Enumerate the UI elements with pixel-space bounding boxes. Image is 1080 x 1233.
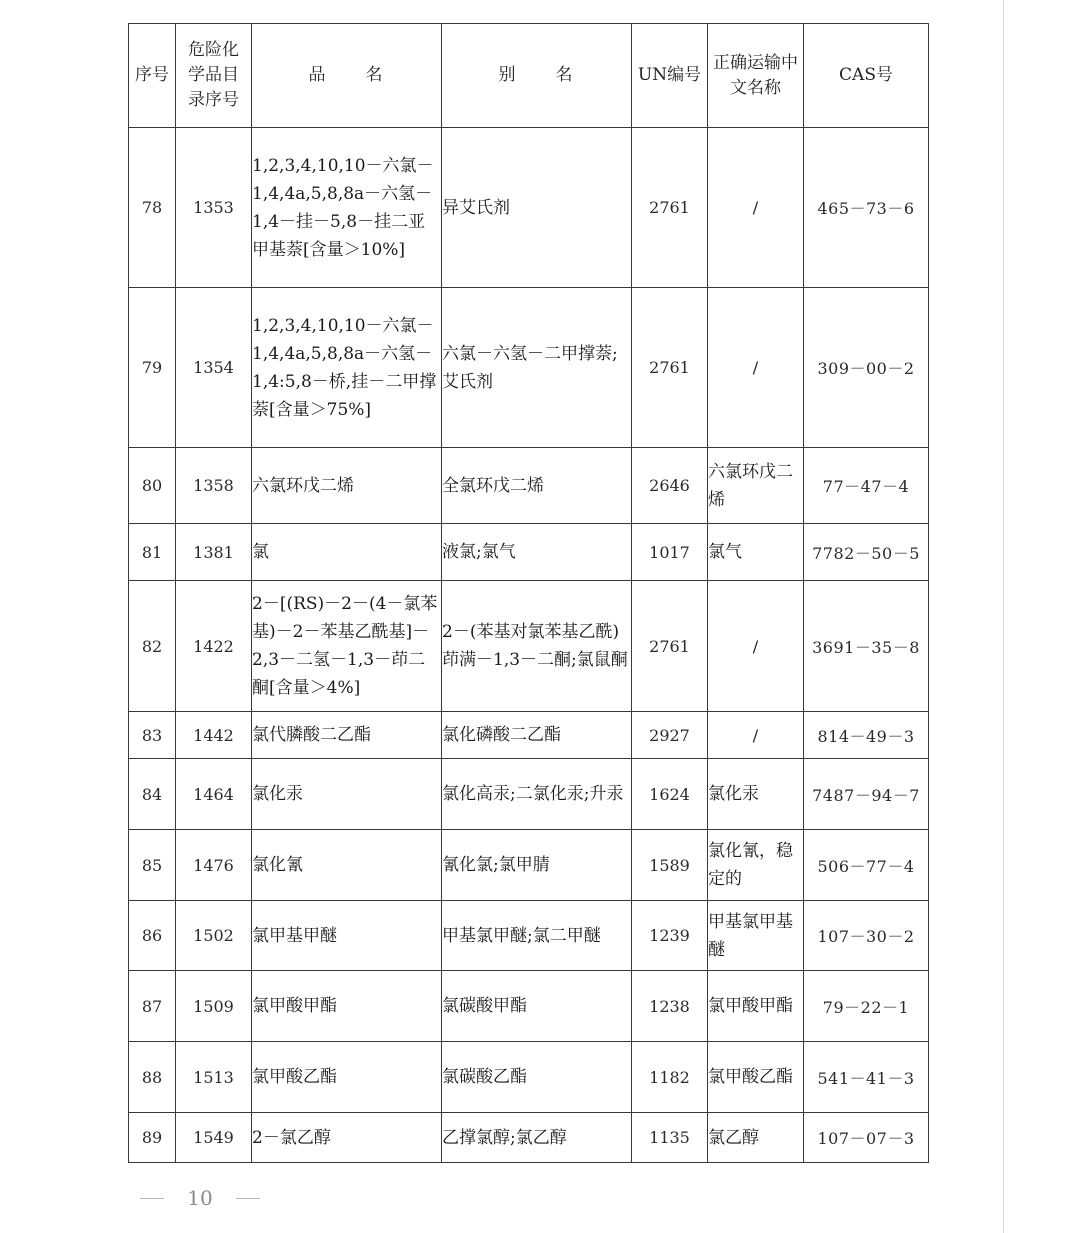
table-row xyxy=(129,901,929,971)
table-header-row xyxy=(129,24,929,128)
cell-alias: 氯碳酸甲酯 xyxy=(442,971,632,1042)
cell-catalog: 1476 xyxy=(176,830,252,901)
cell-cas: 309－00－2 xyxy=(804,288,929,448)
cell-name: 1,2,3,4,10,10－六氯－1,4,4a,5,8,8a－六氢－1,4－挂－5,8－挂二亚甲基萘[含量＞10%] xyxy=(252,128,442,288)
cell-alias: 氯化磷酸二乙酯 xyxy=(442,712,632,759)
cell-un: 2761 xyxy=(632,581,708,712)
cell-cas: 79－22－1 xyxy=(804,971,929,1042)
header-transport-name: 正确运输中文名称 xyxy=(708,24,804,128)
cell-seq: 88 xyxy=(129,1042,176,1113)
cell-seq: 80 xyxy=(129,448,176,524)
cell-name: 氯化汞 xyxy=(252,759,442,830)
table-row xyxy=(129,971,929,1042)
cell-name: 2－氯乙醇 xyxy=(252,1113,442,1163)
cell-un: 1182 xyxy=(632,1042,708,1113)
cell-cas: 107－07－3 xyxy=(804,1113,929,1163)
cell-transport: / xyxy=(708,128,804,288)
cell-seq: 81 xyxy=(129,524,176,581)
table-row xyxy=(129,830,929,901)
table-row xyxy=(129,759,929,830)
hazardous-chemicals-table xyxy=(128,23,929,1163)
footer-dash-left xyxy=(140,1198,164,1199)
cell-catalog: 1354 xyxy=(176,288,252,448)
page-number: 10 xyxy=(187,1186,213,1210)
header-name: 品 名 xyxy=(252,24,442,128)
cell-catalog: 1502 xyxy=(176,901,252,971)
cell-name: 氯化氰 xyxy=(252,830,442,901)
cell-name: 2－[(RS)－2－(4－氯苯基)－2－苯基乙酰基]－2,3－二氢－1,3－茚二酮[含量＞4%] xyxy=(252,581,442,712)
cell-cas: 465－73－6 xyxy=(804,128,929,288)
cell-alias: 异艾氏剂 xyxy=(442,128,632,288)
cell-un: 1238 xyxy=(632,971,708,1042)
cell-transport: / xyxy=(708,712,804,759)
cell-catalog: 1513 xyxy=(176,1042,252,1113)
page-edge-line xyxy=(1003,0,1004,1233)
table-row xyxy=(129,712,929,759)
cell-un: 1017 xyxy=(632,524,708,581)
cell-alias: 液氯;氯气 xyxy=(442,524,632,581)
cell-catalog: 1422 xyxy=(176,581,252,712)
cell-transport: 甲基氯甲基醚 xyxy=(708,901,804,971)
cell-cas: 506－77－4 xyxy=(804,830,929,901)
cell-alias: 全氯环戊二烯 xyxy=(442,448,632,524)
cell-name: 氯代膦酸二乙酯 xyxy=(252,712,442,759)
cell-un: 2646 xyxy=(632,448,708,524)
cell-transport: / xyxy=(708,581,804,712)
cell-cas: 77－47－4 xyxy=(804,448,929,524)
header-alias: 别 名 xyxy=(442,24,632,128)
cell-seq: 78 xyxy=(129,128,176,288)
cell-alias: 氰化氯;氯甲腈 xyxy=(442,830,632,901)
cell-seq: 82 xyxy=(129,581,176,712)
cell-alias: 甲基氯甲醚;氯二甲醚 xyxy=(442,901,632,971)
table-row xyxy=(129,448,929,524)
table-row xyxy=(129,524,929,581)
cell-cas: 541－41－3 xyxy=(804,1042,929,1113)
cell-seq: 86 xyxy=(129,901,176,971)
cell-cas: 814－49－3 xyxy=(804,712,929,759)
cell-name: 1,2,3,4,10,10－六氯－1,4,4a,5,8,8a－六氢－1,4:5,8－桥,挂－二甲撑萘[含量＞75%] xyxy=(252,288,442,448)
header-catalog-number: 危险化学品目录序号 xyxy=(176,24,252,128)
cell-seq: 79 xyxy=(129,288,176,448)
header-seq: 序号 xyxy=(129,24,176,128)
table-row xyxy=(129,1042,929,1113)
cell-catalog: 1442 xyxy=(176,712,252,759)
cell-alias: 2－(苯基对氯苯基乙酰)茚满－1,3－二酮;氯鼠酮 xyxy=(442,581,632,712)
cell-transport: 氯甲酸甲酯 xyxy=(708,971,804,1042)
cell-alias: 氯碳酸乙酯 xyxy=(442,1042,632,1113)
cell-un: 1589 xyxy=(632,830,708,901)
cell-un: 1624 xyxy=(632,759,708,830)
cell-catalog: 1549 xyxy=(176,1113,252,1163)
cell-alias: 氯化高汞;二氯化汞;升汞 xyxy=(442,759,632,830)
cell-seq: 83 xyxy=(129,712,176,759)
table-row xyxy=(129,581,929,712)
cell-seq: 87 xyxy=(129,971,176,1042)
table-row xyxy=(129,1113,929,1163)
cell-cas: 7782－50－5 xyxy=(804,524,929,581)
cell-transport: 氯化汞 xyxy=(708,759,804,830)
cell-seq: 89 xyxy=(129,1113,176,1163)
cell-transport: 六氯环戊二烯 xyxy=(708,448,804,524)
cell-un: 2927 xyxy=(632,712,708,759)
cell-seq: 85 xyxy=(129,830,176,901)
cell-catalog: 1464 xyxy=(176,759,252,830)
cell-transport: / xyxy=(708,288,804,448)
cell-un: 2761 xyxy=(632,128,708,288)
header-un-number: UN编号 xyxy=(632,24,708,128)
cell-cas: 7487－94－7 xyxy=(804,759,929,830)
cell-transport: 氯甲酸乙酯 xyxy=(708,1042,804,1113)
cell-name: 氯甲基甲醚 xyxy=(252,901,442,971)
cell-name: 氯甲酸乙酯 xyxy=(252,1042,442,1113)
cell-catalog: 1353 xyxy=(176,128,252,288)
header-cas: CAS号 xyxy=(804,24,929,128)
table-row xyxy=(129,128,929,288)
cell-alias: 六氯－六氢－二甲撑萘;艾氏剂 xyxy=(442,288,632,448)
cell-cas: 3691－35－8 xyxy=(804,581,929,712)
cell-un: 1135 xyxy=(632,1113,708,1163)
footer-dash-right xyxy=(236,1198,260,1199)
table-row xyxy=(129,288,929,448)
cell-name: 氯甲酸甲酯 xyxy=(252,971,442,1042)
cell-transport: 氯化氰，稳定的 xyxy=(708,830,804,901)
cell-catalog: 1509 xyxy=(176,971,252,1042)
cell-transport: 氯乙醇 xyxy=(708,1113,804,1163)
page-footer xyxy=(140,1184,260,1212)
cell-name: 六氯环戊二烯 xyxy=(252,448,442,524)
cell-seq: 84 xyxy=(129,759,176,830)
cell-alias: 乙撑氯醇;氯乙醇 xyxy=(442,1113,632,1163)
cell-cas: 107－30－2 xyxy=(804,901,929,971)
cell-un: 1239 xyxy=(632,901,708,971)
cell-un: 2761 xyxy=(632,288,708,448)
cell-name: 氯 xyxy=(252,524,442,581)
cell-catalog: 1381 xyxy=(176,524,252,581)
cell-transport: 氯气 xyxy=(708,524,804,581)
cell-catalog: 1358 xyxy=(176,448,252,524)
